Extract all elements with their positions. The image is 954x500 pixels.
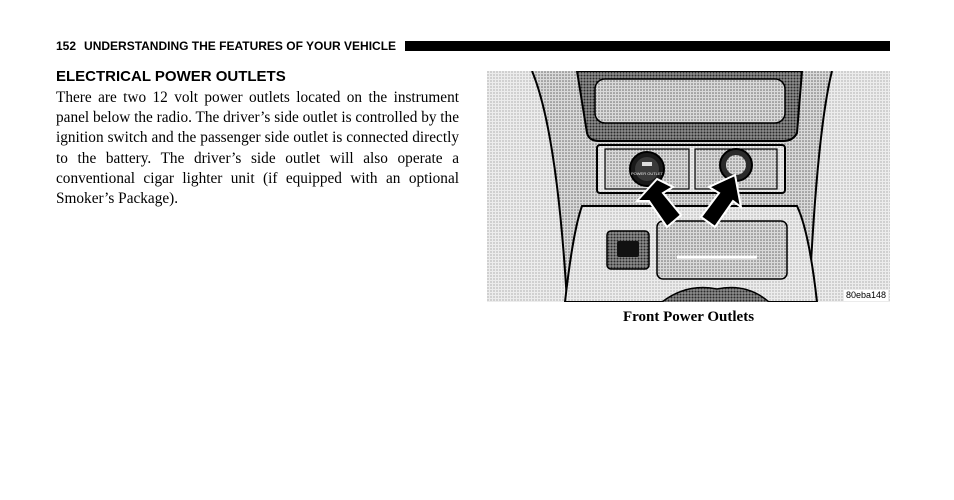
console-illustration bbox=[487, 71, 890, 302]
header-rule bbox=[405, 41, 890, 51]
running-head: UNDERSTANDING THE FEATURES OF YOUR VEHICLE bbox=[84, 39, 397, 53]
outlet-label: POWER OUTLET bbox=[630, 171, 664, 176]
figure-illustration bbox=[487, 71, 890, 302]
page-number: 152 bbox=[56, 39, 77, 53]
figure-id: 80eba148 bbox=[845, 290, 886, 300]
figure-caption: Front Power Outlets bbox=[622, 309, 755, 325]
page-header bbox=[56, 38, 890, 54]
body-paragraph: There are two 12 volt power outlets located on the instrument panel below the radio. The driver’s side outlet is controlled by the ignition switch and the passenger side outlet is connected directly to the battery. The driver’s side outlet will also operate a conventional cigar lighter unit (if equipped with an optional Smoker’s Package). bbox=[56, 89, 459, 208]
section-title: ELECTRICAL POWER OUTLETS bbox=[56, 68, 286, 85]
